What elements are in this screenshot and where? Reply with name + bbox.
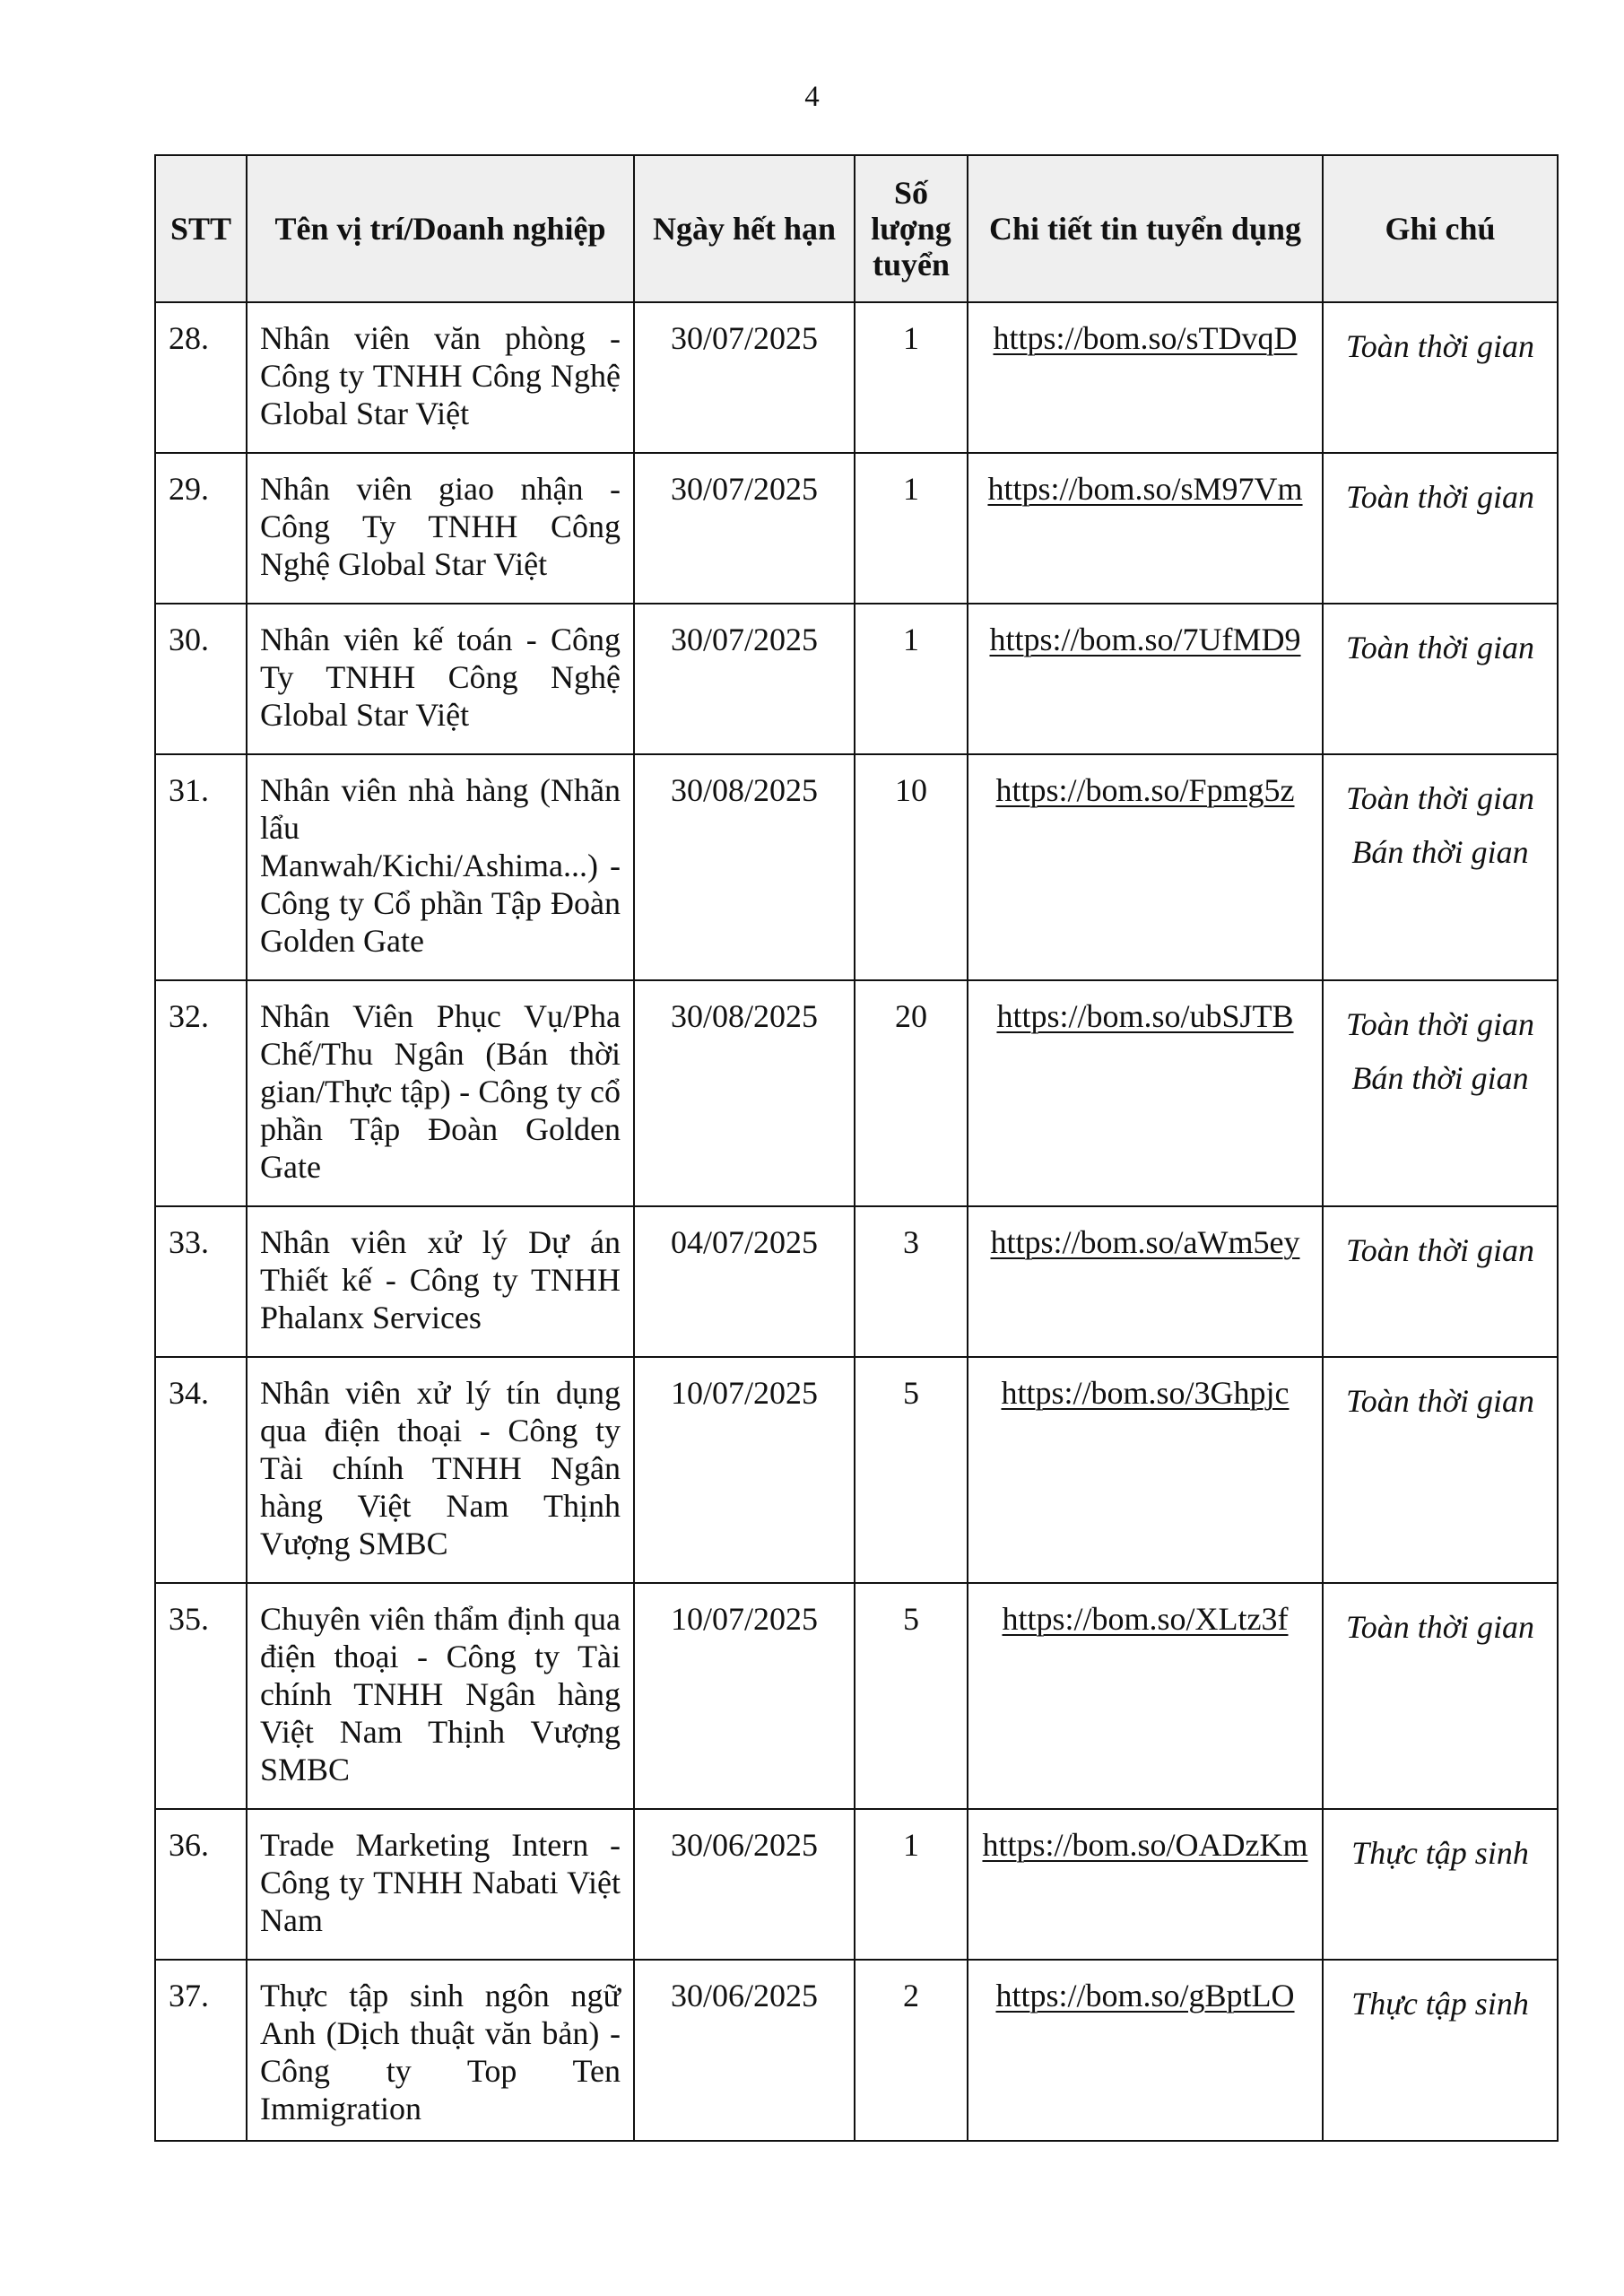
row-quantity: 20 bbox=[855, 980, 968, 1206]
row-details-cell bbox=[968, 1960, 1323, 2141]
job-link[interactable]: https://bom.so/3Ghpjc bbox=[1001, 1375, 1290, 1411]
table-row bbox=[155, 980, 1558, 1206]
row-quantity: 10 bbox=[855, 754, 968, 980]
row-notes bbox=[1323, 302, 1558, 453]
row-quantity: 1 bbox=[855, 1809, 968, 1960]
note-text: Toàn thời gian bbox=[1346, 1609, 1534, 1645]
row-position: Nhân viên xử lý Dự án Thiết kế - Công ty TNHH Phalanx Services bbox=[247, 1206, 634, 1357]
note-text: Toàn thời gian bbox=[1346, 479, 1534, 515]
row-position: Nhân Viên Phục Vụ/Pha Chế/Thu Ngân (Bán thời gian/Thực tập) - Công ty cổ phần Tập Đoàn Golden Gate bbox=[247, 980, 634, 1206]
row-details-cell bbox=[968, 1357, 1323, 1583]
row-position: Chuyên viên thẩm định qua điện thoại - Công ty Tài chính TNHH Ngân hàng Việt Nam Thịnh Vượng SMBC bbox=[247, 1583, 634, 1809]
job-link[interactable]: https://bom.so/XLtz3f bbox=[1002, 1601, 1289, 1637]
page-number: 4 bbox=[804, 81, 820, 113]
row-details-cell bbox=[968, 980, 1323, 1206]
row-notes bbox=[1323, 604, 1558, 754]
table-row bbox=[155, 604, 1558, 754]
job-link[interactable]: https://bom.so/sM97Vm bbox=[987, 471, 1303, 507]
row-stt: 33. bbox=[155, 1206, 247, 1357]
header-details: Chi tiết tin tuyển dụng bbox=[968, 155, 1323, 302]
row-notes bbox=[1323, 1583, 1558, 1809]
row-notes bbox=[1323, 754, 1558, 980]
row-details-cell bbox=[968, 604, 1323, 754]
row-deadline: 10/07/2025 bbox=[634, 1357, 855, 1583]
row-notes bbox=[1323, 1206, 1558, 1357]
note-text: Toàn thời gian bbox=[1346, 1383, 1534, 1419]
note-text: Toàn thời gian bbox=[1346, 630, 1534, 665]
table-row bbox=[155, 1357, 1558, 1583]
header-position: Tên vị trí/Doanh nghiệp bbox=[247, 155, 634, 302]
note-text: Toàn thời gian bbox=[1346, 780, 1534, 816]
row-details-cell bbox=[968, 754, 1323, 980]
note-text: Toàn thời gian bbox=[1346, 328, 1534, 364]
row-stt: 34. bbox=[155, 1357, 247, 1583]
note-text: Toàn thời gian bbox=[1346, 1006, 1534, 1042]
row-stt: 36. bbox=[155, 1809, 247, 1960]
row-stt: 28. bbox=[155, 302, 247, 453]
job-link[interactable]: https://bom.so/ubSJTB bbox=[996, 998, 1294, 1034]
row-stt: 37. bbox=[155, 1960, 247, 2141]
table-row bbox=[155, 1960, 1558, 2141]
row-quantity: 1 bbox=[855, 604, 968, 754]
header-quantity-line: lượng bbox=[871, 211, 951, 247]
row-details-cell bbox=[968, 453, 1323, 604]
row-notes bbox=[1323, 1809, 1558, 1960]
row-quantity: 1 bbox=[855, 453, 968, 604]
header-quantity bbox=[855, 155, 968, 302]
job-listings-table bbox=[154, 154, 1559, 2142]
job-link[interactable]: https://bom.so/sTDvqD bbox=[993, 320, 1298, 356]
row-details-cell bbox=[968, 302, 1323, 453]
row-deadline: 30/08/2025 bbox=[634, 980, 855, 1206]
header-stt: STT bbox=[155, 155, 247, 302]
row-stt: 30. bbox=[155, 604, 247, 754]
job-link[interactable]: https://bom.so/Fpmg5z bbox=[995, 772, 1295, 808]
job-link[interactable]: https://bom.so/OADzKm bbox=[982, 1827, 1308, 1863]
row-position: Thực tập sinh ngôn ngữ Anh (Dịch thuật văn bản) - Công ty Top Ten Immigration bbox=[247, 1960, 634, 2141]
table-header-row bbox=[155, 155, 1558, 302]
table-row bbox=[155, 302, 1558, 453]
table-row bbox=[155, 1206, 1558, 1357]
job-link[interactable]: https://bom.so/aWm5ey bbox=[990, 1224, 1300, 1260]
row-notes bbox=[1323, 453, 1558, 604]
row-position: Nhân viên kế toán - Công Ty TNHH Công Nghệ Global Star Việt bbox=[247, 604, 634, 754]
job-link[interactable]: https://bom.so/7UfMD9 bbox=[989, 622, 1301, 657]
row-position: Nhân viên xử lý tín dụng qua điện thoại - Công ty Tài chính TNHH Ngân hàng Việt Nam Thịnh Vượng SMBC bbox=[247, 1357, 634, 1583]
header-notes: Ghi chú bbox=[1323, 155, 1558, 302]
row-quantity: 1 bbox=[855, 302, 968, 453]
row-notes bbox=[1323, 1357, 1558, 1583]
table-row bbox=[155, 1809, 1558, 1960]
row-position: Nhân viên văn phòng - Công ty TNHH Công Nghệ Global Star Việt bbox=[247, 302, 634, 453]
note-text: Thực tập sinh bbox=[1351, 1986, 1529, 2022]
row-deadline: 30/07/2025 bbox=[634, 604, 855, 754]
row-stt: 31. bbox=[155, 754, 247, 980]
table-row bbox=[155, 754, 1558, 980]
row-position: Nhân viên giao nhận - Công Ty TNHH Công Nghệ Global Star Việt bbox=[247, 453, 634, 604]
row-stt: 35. bbox=[155, 1583, 247, 1809]
table-row bbox=[155, 453, 1558, 604]
row-details-cell bbox=[968, 1206, 1323, 1357]
row-quantity: 5 bbox=[855, 1357, 968, 1583]
row-quantity: 3 bbox=[855, 1206, 968, 1357]
row-stt: 32. bbox=[155, 980, 247, 1206]
job-link[interactable]: https://bom.so/gBptLO bbox=[995, 1978, 1295, 2013]
note-text: Bán thời gian bbox=[1351, 1060, 1529, 1096]
note-text: Thực tập sinh bbox=[1351, 1835, 1529, 1871]
header-deadline: Ngày hết hạn bbox=[634, 155, 855, 302]
row-deadline: 04/07/2025 bbox=[634, 1206, 855, 1357]
row-stt: 29. bbox=[155, 453, 247, 604]
row-deadline: 10/07/2025 bbox=[634, 1583, 855, 1809]
row-quantity: 2 bbox=[855, 1960, 968, 2141]
row-notes bbox=[1323, 980, 1558, 1206]
row-deadline: 30/06/2025 bbox=[634, 1809, 855, 1960]
row-quantity: 5 bbox=[855, 1583, 968, 1809]
note-text: Bán thời gian bbox=[1351, 834, 1529, 870]
row-details-cell bbox=[968, 1583, 1323, 1809]
row-position: Trade Marketing Intern - Công ty TNHH Nabati Việt Nam bbox=[247, 1809, 634, 1960]
table-row bbox=[155, 1583, 1558, 1809]
row-deadline: 30/08/2025 bbox=[634, 754, 855, 980]
header-quantity-line: Số bbox=[893, 175, 929, 211]
row-deadline: 30/07/2025 bbox=[634, 453, 855, 604]
row-notes bbox=[1323, 1960, 1558, 2141]
header-quantity-line: tuyển bbox=[872, 247, 950, 283]
row-deadline: 30/06/2025 bbox=[634, 1960, 855, 2141]
note-text: Toàn thời gian bbox=[1346, 1232, 1534, 1268]
row-deadline: 30/07/2025 bbox=[634, 302, 855, 453]
row-position: Nhân viên nhà hàng (Nhãn lẩu Manwah/Kichi/Ashima...) - Công ty Cổ phần Tập Đoàn Golden Gate bbox=[247, 754, 634, 980]
row-details-cell bbox=[968, 1809, 1323, 1960]
